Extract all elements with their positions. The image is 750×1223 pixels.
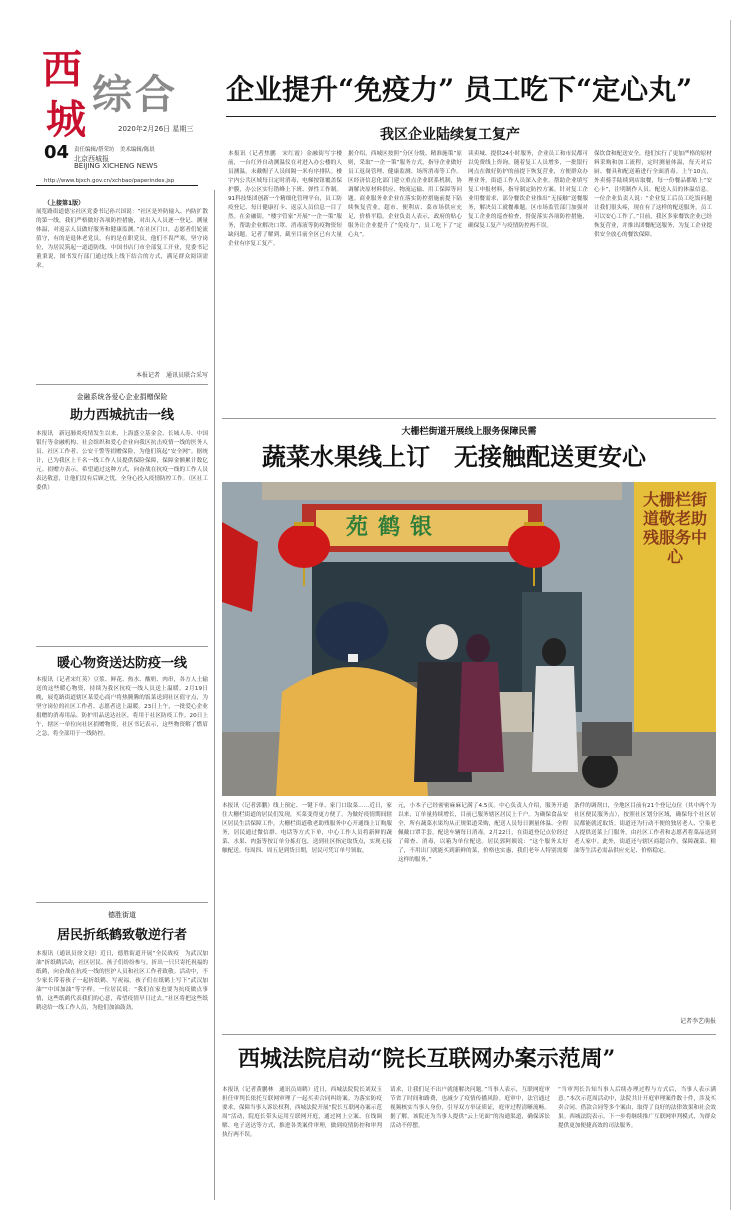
paper-name-en: BEIJING XICHENG NEWS bbox=[74, 162, 158, 170]
middle-byline: 记者李艺萌报 bbox=[679, 1018, 716, 1025]
story1-kicker: 金融系统各爱心企业捐赠保险 bbox=[76, 393, 168, 401]
lead-headline-rule bbox=[226, 116, 716, 117]
masthead bbox=[30, 44, 208, 194]
story1-text: 本报讯 新冠肺炎疫情发生以来，上海盛立基金会、长城人寿、中国银行等金融机构、社会组织和爱心企业向我区抗击疫情一线的医务人员、社区工作者、公安干警等捐赠保险，为他们筑起“安全网”。据统计，已为我区上千名一线工作人员提供保险保障，保障金额累计数亿元。捐赠方表示，希望通过这种方式，向奋战在抗疫一线的工作人员表达敬意，让他们没有后顾之忧，全身心投入疫情防控工作。（区社工委供） bbox=[36, 431, 208, 491]
left-intro-byline: 本报记者 通讯员联合采写 bbox=[135, 372, 208, 379]
lead-col-4: 保饮食和配送安全，他们实行了更加严格的原材料采购和加工流程，定时测量体温，每天对后厨、餐具和配送箱进行全面消毒。上午10点，外卖骑手陆续到店取餐，每一份餐品都贴上“安心卡”，注明制作人员、配送人员的体温信息。一位企业负责人说：“企业复工后员工吃饭问题让我们很头疼，现在有了这样的配送服务，员工可以安心工作了。”目前，我区多家餐饮企业已经恢复营业，并推出团餐配送服务，为复工企业提供安全放心的餐饮保障。 bbox=[594, 151, 712, 238]
middle-col-3: 条件的调剂口，全地区目前有21个登记点位（其中两个为社区便民服务点），按照社区划分区域，确保每个社区居民都能就近取货。街道还为行动不便的独居老人、空巢老人提供送菜上门服务，由社区工作者和志愿者将菜品送到老人家中。此外，街道还与辖区商超合作，保障蔬菜、粮油等生活必需品供应充足、价格稳定。 bbox=[574, 803, 716, 854]
lead-col-2: 据介绍，西城区按照“分区分级、精准施策”原则，采取“一企一策”服务方式，指导企业做好员工返岗管理、健康监测、场所消毒等工作。区经济信息化部门建立重点企业联系机制，协调解决原材料供应、物流运输、用工保障等问题。商业服务业企业在落实防控措施前提下陆续恢复营业，超市、便利店、菜市场供应充足，价格平稳。企业负责人表示，政府的贴心服务让企业提升了“免疫力”，员工吃下了“定心丸”。 bbox=[348, 151, 462, 238]
bottom-section-divider bbox=[222, 1034, 716, 1035]
page-number: 04 bbox=[44, 142, 70, 163]
middle-col-2: 元，小本子已经密密麻麻记满了4.5页。中心负责人介绍，服务开通以来，订单量持续增长，目前已服务辖区居民上千户。为确保食品安全，所有蔬菜水果均从正规渠道采购，配送人员每日测量体温、全程佩戴口罩手套，配送车辆每日消毒。2月22日，在街道登记点位经过了筛查、消毒，以箱为单位配送。居民郭阿姨说：“这个服务太好了，不用出门就能买到新鲜的菜，价格也实惠，我们老年人特别需要这样的服务。” bbox=[398, 803, 568, 863]
editors: 责任编辑/帮荣坊 美术编辑/陈晨 bbox=[74, 147, 155, 153]
photo-store-sign-text: 苑鹤银 bbox=[346, 514, 443, 540]
news-photo bbox=[222, 482, 716, 796]
left-divider-3 bbox=[36, 902, 208, 903]
issue-date: 2020年2月26日 星期三 bbox=[118, 125, 194, 133]
section-char-xi: 西 bbox=[42, 46, 82, 93]
masthead-url[interactable]: http://www.bjxch.gov.cn/xchbao/paperindex.jsp bbox=[44, 178, 175, 184]
page-edge-right bbox=[730, 20, 731, 1210]
story3-text: 本报讯（通讯员徐文迎）近日，德胜街道开展“全民战疫 为武汉加油”折纸鹤活动，社区居民、孩子们纷纷参与，折出一只只寄托祝福的纸鹤，向奋战在抗疫一线的医护人员和社区工作者致敬。活动中，不少家长带着孩子一起折纸鹤、写祝福，孩子们在纸鹤上写下“武汉加油”“中国加油”等字样。一位居民说：“我们在家也要为抗疫做点事情，这些纸鹤代表我们的心意，希望疫情早日过去。”社区将把这些纸鹤送给一线工作人员，为他们加油鼓劲。 bbox=[36, 951, 208, 1011]
middle-col-1: 本报讯（记者郭鹏）线上预定、一键下单、家门口取菜……近日，家住大栅栏街道的居民们发现，买菜变得更方便了。为做好疫情期间辖区居民生活保障工作，大栅栏街道敬老助残服务中心开通线上订购服务，居民通过微信群、电话等方式下单，中心工作人员将新鲜的蔬菜、水果、肉蛋等按订单分拣打包，送到社区指定取货点，实现无接触配送。每周四、周五是到货日期，居民可凭订单号领取。 bbox=[222, 803, 392, 854]
story1-title: 助力西城抗击一线 bbox=[69, 408, 174, 423]
left-intro-head: （上接第1版） bbox=[44, 200, 85, 207]
section-char-cheng: 城 bbox=[46, 96, 86, 143]
story2-text: 本报讯（记者宋红英）豆浆、鲜花、热水、酸奶、肉串，各方人士输送的这些暖心物资，持续为我区抗疫一线人员送上温暖。2月19日晚，展览路街道辖区某爱心商户将热腾腾的饭菜送到社区值守点，为坚守岗位的社区工作者、志愿者送上温暖。23日上午，一批爱心企业捐赠的消毒用品、防护用品送达社区，将用于社区防疫工作。20日上午，辖区一单位向社区捐赠物资，社区书记表示，这些物资解了燃眉之急，将全部用于一线防控。 bbox=[36, 677, 208, 737]
lead-col-1: 本报讯（记者焦鹏 宋红霞）金融街写字楼前，一台红外自动测温仪在对进入办公楼的人员测温，未戴帽子人员间隔一米有序排队。楼宇内公共区域每日定时消毒，电梯按钮覆盖保护膜，办公区实行错峰上下班、弹性工作制。91科技集团创新一个精细化管理平台，员工防疫登记、每日健康打卡、返京人员信息一目了然。在金融街，“楼宇管家”开展“一企一策”服务，帮助企业解决口罩、消毒液等防疫物资短缺问题。记者了解到，截至目前全区已有大量企业有序复工复产。 bbox=[228, 151, 342, 247]
story2-title: 暖心物资送达防疫一线 bbox=[56, 656, 187, 671]
middle-kicker: 大栅栏街道开展线上服务保障民需 bbox=[401, 427, 537, 437]
lead-col-3: 读卖城、提供24小时服务，企业员工和市民都可以免费线上咨询。随着复工人员增多，一批银行网点在做好防护的前提下恢复营业，方便群众办理业务。街道工作人员深入企业，帮助企业填写复工申报材料，指导制定防控方案。针对复工企业用餐需求，部分餐饮企业推出“无接触”送餐服务，解决员工就餐难题。区市场监管部门加强对复工企业的巡查检查，督促落实各项防控措施，确保复工复产与疫情防控两不误。 bbox=[468, 151, 588, 229]
section-title: 综合 bbox=[92, 71, 178, 118]
bottom-col-1: 本报讯（记者黄鹏林 通讯员周鹤）近日，西城法院院长刘双玉担任审判长依托互联网审理了一起买卖合同纠纷案。为落实防疫要求，保障当事人诉讼权利，西城法院开展“院长互联网办案示范周”活动，院庭长带头运用互联网开庭，通过网上立案、在线调解、电子送达等方式，推进各类案件审理，做到疫情防控和审判执行两不误。 bbox=[222, 1087, 382, 1138]
photo-vertical-sign-text: 大栅栏街道敬老助残服务中心 bbox=[642, 490, 707, 566]
middle-headline: 蔬菜水果线上订 无接触配送更安心 bbox=[262, 442, 646, 471]
bottom-col-2: 请求，让我们足不出户就能解决问题。”当事人表示，互联网庭审节省了时间和路费，也减少了疫情传播风险。庭审中，法官通过视频核实当事人身份，引导双方举证质证，庭审过程清晰流畅。据了解，该院还为当事人提供“云上见面”的沟通渠道，确保诉讼活动不停摆。 bbox=[390, 1087, 550, 1129]
lead-subhead: 我区企业陆续复工复产 bbox=[380, 127, 520, 143]
left-divider-2 bbox=[36, 646, 208, 647]
paper-name-cn: 北京西城报 bbox=[74, 155, 109, 163]
column-divider-left bbox=[214, 190, 215, 1200]
story3-title: 居民折纸鹤致敬逆行者 bbox=[56, 928, 187, 943]
top-section-divider bbox=[222, 418, 716, 419]
masthead-rule bbox=[36, 185, 198, 186]
left-intro-text: 展览路街道德宝社区党委书记孙兴国说：“社区是外防输入、内防扩散的第一线，我们严格做好各项防控措施，对出入人员逐一登记、测量体温，对返京人员做好服务和健康监测。”在社区门口，志愿者们轮流值守，有的是退休老党员，有的是在职党员，他们不畏严寒，坚守岗位，为居民筑起一道道防线。中国书店门市全部复工开业，党委书记董秉说，图书发行部门通过线上线下结合的方式，满足群众阅读需求。 bbox=[36, 209, 208, 269]
lead-headline: 企业提升“免疫力” 员工吃下“定心丸” bbox=[226, 73, 693, 106]
bottom-col-3: “当审判长告知当事人后续办理过程与方式后，当事人表示满意。”本次示范周活动中，法院共计开庭审理案件数十件，涉及买卖合同、借款合同等多个案由，取得了良好的法律效果和社会效果。西城法院表示，下一步将继续推广互联网审判模式，为群众提供更加便捷高效的司法服务。 bbox=[558, 1087, 716, 1129]
left-divider-1 bbox=[36, 384, 208, 385]
bottom-headline: 西城法院启动“院长互联网办案示范周” bbox=[238, 1046, 616, 1072]
story3-kicker: 德胜街道 bbox=[108, 911, 136, 919]
